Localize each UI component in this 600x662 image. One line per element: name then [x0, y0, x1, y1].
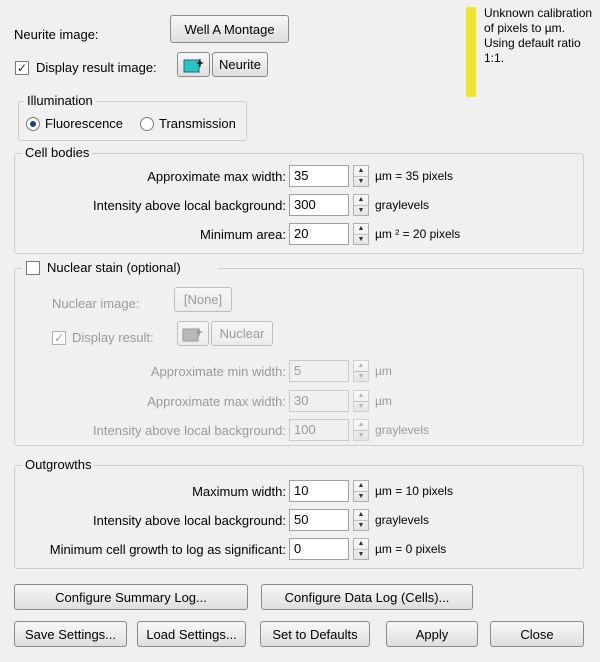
calibration-warning-text: Unknown calibration of pixels to µm. Using default ratio 1:1. [484, 6, 593, 65]
cell-intensity-spinner[interactable] [353, 194, 369, 216]
nuclear-intensity-label: Intensity above local background: [93, 423, 286, 438]
image-sparkle-icon [182, 326, 204, 342]
spin-down-arrow-icon[interactable]: ▼ [354, 234, 368, 245]
cell-min-area-label: Minimum area: [200, 227, 286, 242]
display-result-image-checkbox[interactable]: ✓ [16, 61, 28, 75]
close-button[interactable]: Close [490, 621, 584, 647]
outgrowth-max-width-input[interactable]: 10 [289, 480, 349, 502]
outgrowth-intensity-label: Intensity above local background: [93, 513, 286, 528]
nuclear-min-width-unit: µm [375, 364, 392, 378]
configure-data-log-button[interactable]: Configure Data Log (Cells)... [261, 584, 473, 610]
spin-down-arrow-icon[interactable]: ▼ [354, 491, 368, 502]
fluorescence-radio[interactable] [26, 117, 40, 131]
nuclear-max-width-unit: µm [375, 394, 392, 408]
outgrowth-max-width-spinner[interactable] [353, 480, 369, 502]
nuclear-intensity-unit: graylevels [375, 423, 430, 437]
outgrowth-intensity-input[interactable]: 50 [289, 509, 349, 531]
apply-button[interactable]: Apply [386, 621, 478, 647]
cell-min-area-unit: µm ² = 20 pixels [375, 227, 461, 241]
spin-up-arrow-icon[interactable]: ▲ [357, 392, 365, 400]
nuclear-intensity-spinner[interactable] [353, 419, 369, 441]
spin-up-arrow-icon[interactable]: ▲ [357, 225, 365, 233]
nuclear-min-width-label: Approximate min width: [150, 364, 286, 379]
spin-up-arrow-icon[interactable]: ▲ [357, 196, 365, 204]
spin-up-arrow-icon[interactable]: ▲ [357, 511, 365, 519]
image-sparkle-icon [183, 57, 205, 73]
nuclear-image-button[interactable]: [None] [174, 287, 232, 312]
spin-up-arrow-icon[interactable]: ▲ [357, 482, 365, 490]
spin-up-arrow-icon[interactable]: ▲ [357, 540, 365, 548]
cell-max-width-spinner[interactable] [353, 165, 369, 187]
display-result-image-label: Display result image: [36, 60, 157, 75]
illumination-title: Illumination [24, 93, 96, 108]
spin-down-arrow-icon[interactable]: ▼ [354, 371, 368, 382]
outgrowth-min-growth-input[interactable]: 0 [289, 538, 349, 560]
fluorescence-label: Fluorescence [45, 116, 124, 131]
nuclear-intensity-input[interactable]: 100 [289, 419, 349, 441]
spin-down-arrow-icon[interactable]: ▼ [354, 205, 368, 216]
cell-max-width-label: Approximate max width: [147, 169, 286, 184]
outgrowths-title: Outgrowths [22, 457, 94, 472]
outgrowth-max-width-label: Maximum width: [192, 484, 286, 499]
cell-intensity-unit: graylevels [375, 198, 430, 212]
spin-up-arrow-icon[interactable]: ▲ [357, 362, 365, 370]
spin-down-arrow-icon[interactable]: ▼ [354, 176, 368, 187]
outgrowth-intensity-spinner[interactable] [353, 509, 369, 531]
transmission-radio[interactable] [140, 117, 154, 131]
spin-down-arrow-icon[interactable]: ▼ [354, 401, 368, 412]
cell-min-area-spinner[interactable] [353, 223, 369, 245]
neurite-overlay-button[interactable]: Neurite [212, 52, 268, 77]
configure-summary-log-button[interactable]: Configure Summary Log... [14, 584, 248, 610]
cell-intensity-label: Intensity above local background: [93, 198, 286, 213]
neurite-image-label: Neurite image: [14, 27, 99, 42]
set-to-defaults-button[interactable]: Set to Defaults [260, 621, 370, 647]
nuclear-min-width-spinner[interactable] [353, 360, 369, 382]
neurite-overlay-icon-button[interactable] [177, 52, 210, 77]
outgrowth-min-growth-spinner[interactable] [353, 538, 369, 560]
nuclear-overlay-button[interactable]: Nuclear [211, 321, 273, 346]
outgrowth-intensity-unit: graylevels [375, 513, 430, 527]
nuclear-image-label: Nuclear image: [52, 296, 140, 311]
nuclear-display-result-checkbox[interactable]: ✓ [53, 331, 65, 345]
nuclear-display-result-label: Display result: [72, 330, 154, 345]
outgrowth-min-growth-unit: µm = 0 pixels [375, 542, 447, 556]
nuclear-max-width-spinner[interactable] [353, 390, 369, 412]
spin-down-arrow-icon[interactable]: ▼ [354, 520, 368, 531]
outgrowth-max-width-unit: µm = 10 pixels [375, 484, 453, 498]
cell-max-width-input[interactable]: 35 [289, 165, 349, 187]
spin-down-arrow-icon[interactable]: ▼ [354, 549, 368, 560]
cell-bodies-title: Cell bodies [22, 145, 92, 160]
neurite-image-button[interactable]: Well A Montage [170, 15, 289, 43]
outgrowth-min-growth-label: Minimum cell growth to log as significant: [49, 542, 286, 557]
save-settings-button[interactable]: Save Settings... [14, 621, 127, 647]
nuclear-max-width-label: Approximate max width: [147, 394, 286, 409]
cell-intensity-input[interactable]: 300 [289, 194, 349, 216]
spin-down-arrow-icon[interactable]: ▼ [354, 430, 368, 441]
load-settings-button[interactable]: Load Settings... [137, 621, 246, 647]
spin-up-arrow-icon[interactable]: ▲ [357, 167, 365, 175]
nuclear-stain-title: Nuclear stain (optional) [47, 260, 181, 275]
calibration-warning-bar [466, 7, 476, 97]
transmission-label: Transmission [159, 116, 236, 131]
nuclear-min-width-input[interactable]: 5 [289, 360, 349, 382]
nuclear-max-width-input[interactable]: 30 [289, 390, 349, 412]
spin-up-arrow-icon[interactable]: ▲ [357, 421, 365, 429]
cell-max-width-unit: µm = 35 pixels [375, 169, 453, 183]
nuclear-overlay-icon-button[interactable] [177, 321, 209, 346]
nuclear-stain-checkbox[interactable] [26, 261, 40, 275]
cell-min-area-input[interactable]: 20 [289, 223, 349, 245]
